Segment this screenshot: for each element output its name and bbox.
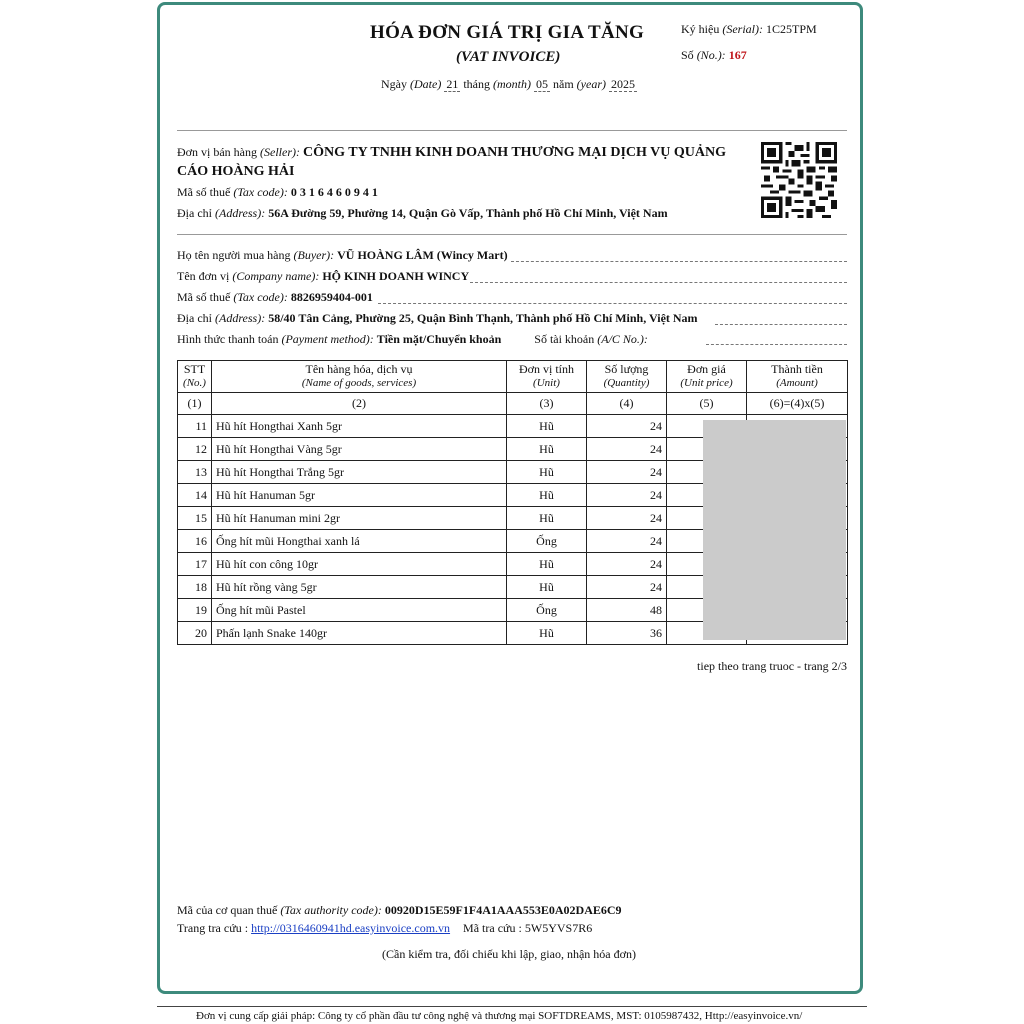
date-month-label-en: (month) [493, 77, 531, 91]
number-label: Số [681, 48, 694, 62]
index-row: (1) (2) (3) (4) (5) (6)=(4)x(5) [178, 393, 848, 415]
redaction-block [703, 420, 846, 640]
authority-code-label: Mã của cơ quan thuế [177, 903, 278, 917]
seller-address-line [177, 206, 668, 221]
table-row: 16 Ống hít mũi Hongthai xanh lá Ống 24 [178, 530, 848, 553]
date-day-label: Ngày [381, 77, 407, 91]
table-row: 18 Hũ hít rồng vàng 5gr Hũ 24 [178, 576, 848, 599]
authority-code-label-en: (Tax authority code): [280, 903, 382, 917]
verification-note: (Cần kiểm tra, đối chiếu khi lập, giao, nhận hóa đơn) [382, 947, 636, 961]
header-unit-price: Đơn giá (Unit price) [667, 361, 747, 393]
payment-line [177, 332, 648, 347]
date-month-label: tháng [463, 77, 490, 91]
date-year-label-en: (year) [576, 77, 606, 91]
seller-name: CÔNG TY TNHH KINH DOANH THƯƠNG MẠI DỊCH VỤ QUẢNG [302, 145, 726, 160]
buyer-address: 58/40 Tân Cảng, Phường 25, Quận Bình Thạnh, Thành phố Hồ Chí Minh, Việt Nam [268, 311, 698, 325]
dotted-line [706, 344, 847, 345]
date-year: 2025 [611, 77, 635, 91]
buyer-address-label: Địa chỉ [177, 311, 212, 325]
table-row: 14 Hũ hít Hanuman 5gr Hũ 24 [178, 484, 848, 507]
seller-label: Đơn vị bán hàng [177, 145, 257, 159]
table-row: 11 Hũ hít Hongthai Xanh 5gr Hũ 24 [178, 415, 848, 438]
table-row: 15 Hũ hít Hanuman mini 2gr Hũ 24 [178, 507, 848, 530]
lookup-code: 5W5YVS7R6 [524, 921, 593, 935]
buyer-address-line [177, 311, 698, 326]
seller-tax-code: 0 3 1 6 4 6 0 9 4 1 [290, 185, 378, 199]
payment-label-en: (Payment method): [281, 332, 374, 346]
table-row: 12 Hũ hít Hongthai Vàng 5gr Hũ 24 [178, 438, 848, 461]
invoice-serial [681, 22, 817, 37]
payment-method: Tiền mặt/Chuyển khoản [376, 332, 502, 346]
buyer-address-label-en: (Address): [215, 311, 266, 325]
invoice-subtitle: (VAT INVOICE) [456, 49, 561, 65]
provider-footer: Đơn vị cung cấp giải pháp: Công ty cổ phần đầu tư công nghệ và thương mại SOFTDREAMS, MST: 0105987432, Http://easyinvoice.vn/ [196, 1010, 803, 1022]
seller-address-label: Địa chỉ [177, 206, 212, 220]
buyer-label-en: (Buyer): [293, 248, 335, 262]
company-name: HỘ KINH DOANH WINCY [322, 269, 470, 283]
buyer-company-line [177, 269, 469, 284]
seller-address-label-en: (Address): [215, 206, 266, 220]
number-value: 167 [728, 48, 747, 62]
lookup-link[interactable]: http://0316460941hd.easyinvoice.com.vn [251, 921, 451, 935]
dotted-line [470, 282, 847, 283]
serial-value: 1C25TPM [765, 22, 817, 36]
seller-address: 56A Đường 59, Phường 14, Quận Gò Vấp, Thành phố Hồ Chí Minh, Việt Nam [268, 206, 668, 220]
seller-label-en: (Seller): [260, 145, 300, 159]
number-label-en: (No.): [696, 48, 726, 62]
buyer-label: Họ tên người mua hàng [177, 248, 291, 262]
table-row: 19 Ống hít mũi Pastel Ống 48 [178, 599, 848, 622]
table-row: 20 Phấn lạnh Snake 140gr Hũ 36 [178, 622, 848, 645]
invoice-date [381, 77, 637, 92]
table-row: 13 Hũ hít Hongthai Trắng 5gr Hũ 24 [178, 461, 848, 484]
footer-divider [157, 1006, 867, 1007]
divider [177, 130, 847, 131]
serial-label: Ký hiệu [681, 22, 720, 36]
company-label-en: (Company name): [232, 269, 320, 283]
seller-name-line [177, 145, 726, 161]
lookup-label: Trang tra cứu : [177, 921, 249, 935]
authority-code-line [177, 903, 622, 918]
buyer-tax-label: Mã số thuế [177, 290, 231, 304]
buyer-tax-label-en: (Tax code): [233, 290, 288, 304]
dotted-line [511, 261, 847, 262]
seller-tax-label: Mã số thuế [177, 185, 231, 199]
header-name: Tên hàng hóa, dịch vụ (Name of goods, services) [212, 361, 507, 393]
date-month: 05 [536, 77, 548, 91]
table-header-row [178, 361, 848, 393]
dotted-line [715, 324, 847, 325]
seller-name-cont: CÁO HOÀNG HẢI [177, 164, 295, 179]
date-day: 21 [446, 77, 459, 91]
account-label: Số tài khoản [534, 332, 595, 346]
lookup-code-label: Mã tra cứu : [463, 921, 522, 935]
date-day-label-en: (Date) [410, 77, 442, 91]
buyer-tax-line [177, 290, 373, 305]
seller-tax-line [177, 185, 378, 200]
page-continuation: tiep theo trang truoc - trang 2/3 [697, 659, 847, 673]
qr-code-icon [761, 142, 837, 218]
payment-label: Hình thức thanh toán [177, 332, 279, 346]
invoice-number [681, 48, 747, 63]
invoice-title: HÓA ĐƠN GIÁ TRỊ GIA TĂNG [370, 22, 645, 43]
header-amount: Thành tiền (Amount) [747, 361, 848, 393]
date-year-label: năm [553, 77, 574, 91]
serial-label-en: (Serial): [722, 22, 763, 36]
buyer-tax-code: 8826959404-001 [290, 290, 373, 304]
dotted-line [378, 303, 847, 304]
header-quantity: Số lượng (Quantity) [587, 361, 667, 393]
buyer-name: VŨ HOÀNG LÂM (Wincy Mart) [337, 248, 508, 262]
divider [177, 234, 847, 235]
authority-code: 00920D15E59F1F4A1AAA553E0A02DAE6C9 [384, 903, 622, 917]
lookup-line [177, 921, 592, 936]
account-label-en: (A/C No.): [597, 332, 648, 346]
company-label: Tên đơn vị [177, 269, 230, 283]
buyer-name-line [177, 248, 508, 263]
seller-tax-label-en: (Tax code): [233, 185, 288, 199]
table-row: 17 Hũ hít con công 10gr Hũ 24 [178, 553, 848, 576]
header-no: STT (No.) [178, 361, 212, 393]
header-unit: Đơn vị tính (Unit) [507, 361, 587, 393]
